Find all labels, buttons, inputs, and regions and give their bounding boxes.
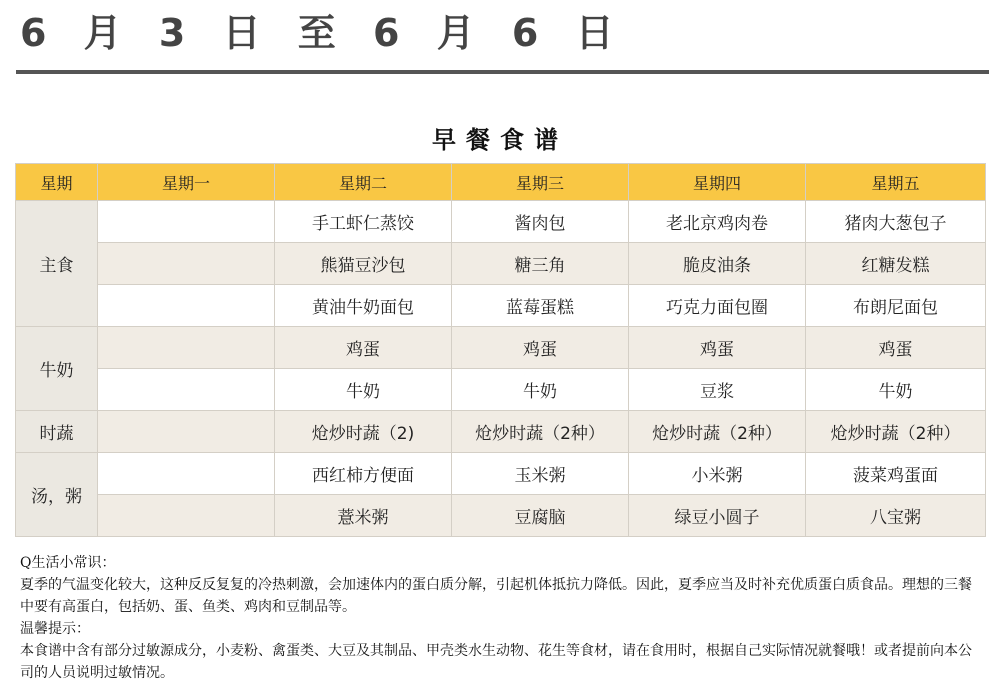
- table-cell: [98, 327, 275, 369]
- table-cell: 绿豆小圆子: [629, 495, 806, 537]
- category-main: 主食: [16, 201, 98, 327]
- table-row: [16, 243, 986, 285]
- table-cell: 豆腐脑: [452, 495, 629, 537]
- category-milk: 牛奶: [16, 327, 98, 411]
- table-row: [16, 327, 986, 369]
- table-cell: 熊猫豆沙包: [275, 243, 452, 285]
- page-title: 6 月 3 日 至 6 月 6 日: [20, 11, 626, 55]
- table-cell: [98, 243, 275, 285]
- column-header-thursday: 星期四: [629, 164, 806, 201]
- table-cell: 糖三角: [452, 243, 629, 285]
- table-cell: [98, 201, 275, 243]
- table-cell: [98, 369, 275, 411]
- table-cell: 黄油牛奶面包: [275, 285, 452, 327]
- table-cell: 老北京鸡肉卷: [629, 201, 806, 243]
- column-header-tuesday: 星期二: [275, 164, 452, 201]
- table-row: [16, 453, 986, 495]
- table-row: [16, 411, 986, 453]
- table-cell: 红糖发糕: [806, 243, 986, 285]
- table-cell: 巧克力面包圈: [629, 285, 806, 327]
- reminder-body: 本食谱中含有部分过敏源成分，小麦粉、禽蛋类、大豆及其制品、甲壳类水生动物、花生等食材，请在食用时，根据自己实际情况就餐哦！或者提前向本公司的人员说明过敏情况。: [20, 643, 972, 681]
- table-cell: 牛奶: [275, 369, 452, 411]
- column-header-friday: 星期五: [806, 164, 986, 201]
- table-cell: 牛奶: [806, 369, 986, 411]
- table-cell: 酱肉包: [452, 201, 629, 243]
- table-cell: 玉米粥: [452, 453, 629, 495]
- column-header-weekday: 星期: [16, 164, 98, 201]
- reminder-heading: 温馨提示：: [20, 621, 90, 637]
- table-cell: 八宝粥: [806, 495, 986, 537]
- table-cell: [98, 495, 275, 537]
- category-soup: 汤，粥: [16, 453, 98, 537]
- table-cell: 炝炒时蔬（2种）: [452, 411, 629, 453]
- table-cell: 手工虾仁蒸饺: [275, 201, 452, 243]
- table-cell: 炝炒时蔬（2): [275, 411, 452, 453]
- title-divider: [16, 70, 989, 74]
- table-cell: 牛奶: [452, 369, 629, 411]
- breakfast-menu-table: [15, 163, 986, 537]
- table-cell: 脆皮油条: [629, 243, 806, 285]
- table-row: [16, 369, 986, 411]
- tips-body: 夏季的气温变化较大，这种反反复复的冷热刺激，会加速体内的蛋白质分解，引起机体抵抗力降低。因此，夏季应当及时补充优质蛋白质食品。理想的三餐中要有高蛋白，包括奶、蛋、鱼类、鸡肉和豆制品等。: [20, 577, 972, 615]
- table-cell: 西红柿方便面: [275, 453, 452, 495]
- table-cell: 鸡蛋: [452, 327, 629, 369]
- table-cell: 小米粥: [629, 453, 806, 495]
- table-cell: 猪肉大葱包子: [806, 201, 986, 243]
- table-cell: [98, 411, 275, 453]
- table-cell: 蓝莓蛋糕: [452, 285, 629, 327]
- table-cell: 鸡蛋: [275, 327, 452, 369]
- table-cell: 鸡蛋: [806, 327, 986, 369]
- tips-heading: Q生活小常识：: [20, 555, 116, 571]
- table-row: [16, 285, 986, 327]
- table-cell: 鸡蛋: [629, 327, 806, 369]
- column-header-wednesday: 星期三: [452, 164, 629, 201]
- table-cell: [98, 285, 275, 327]
- table-row: [16, 495, 986, 537]
- table-row: [16, 201, 986, 243]
- table-cell: 豆浆: [629, 369, 806, 411]
- table-header-row: [16, 164, 986, 201]
- tips-section: [20, 552, 985, 684]
- column-header-monday: 星期一: [98, 164, 275, 201]
- category-vegetables: 时蔬: [16, 411, 98, 453]
- menu-title: 早餐食谱: [432, 125, 568, 154]
- table-cell: 炝炒时蔬（2种）: [629, 411, 806, 453]
- table-cell: 菠菜鸡蛋面: [806, 453, 986, 495]
- table-cell: 布朗尼面包: [806, 285, 986, 327]
- table-cell: 薏米粥: [275, 495, 452, 537]
- table-cell: [98, 453, 275, 495]
- table-cell: 炝炒时蔬（2种）: [806, 411, 986, 453]
